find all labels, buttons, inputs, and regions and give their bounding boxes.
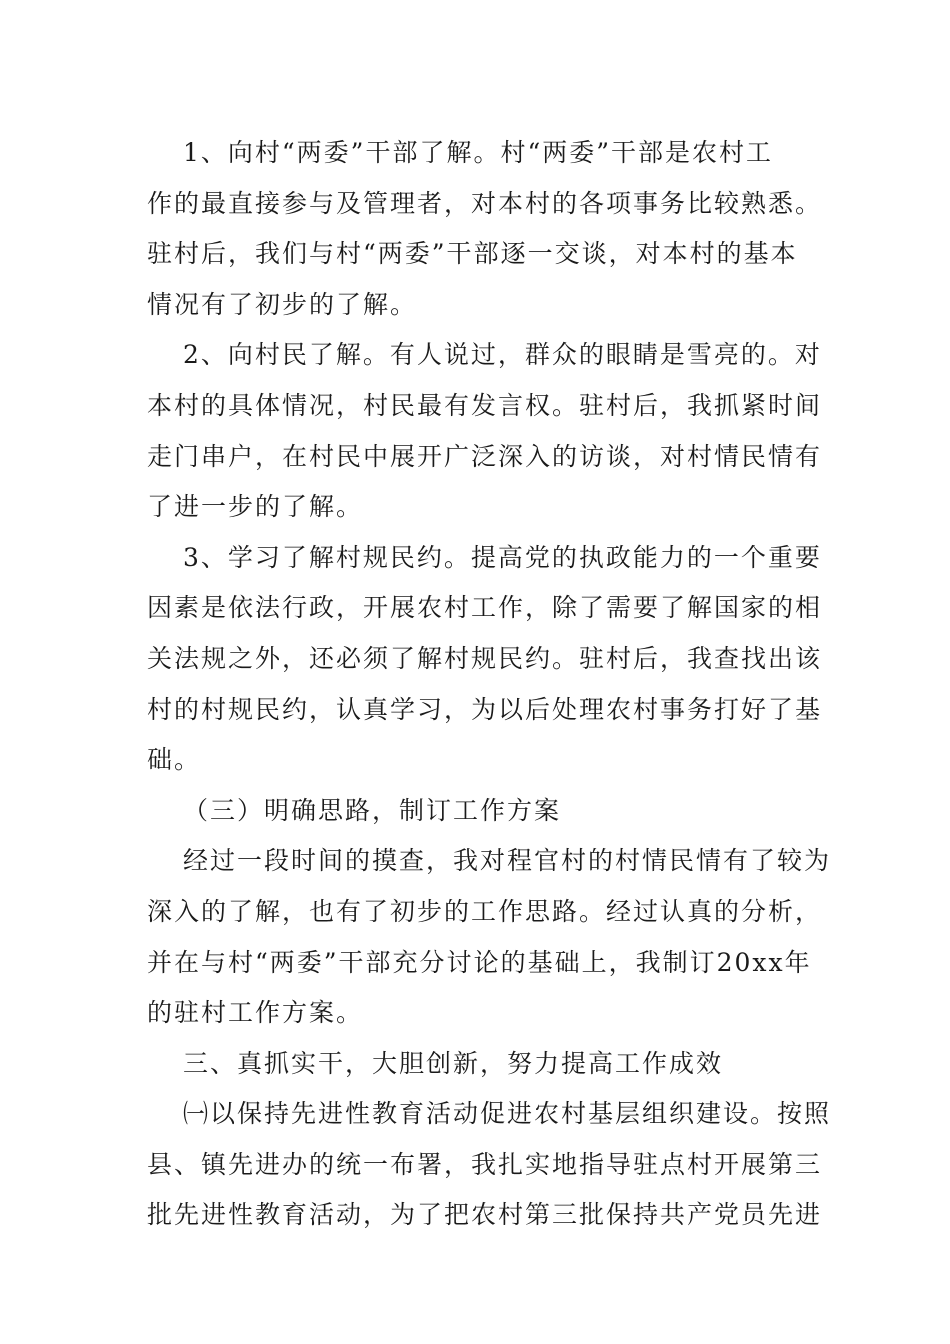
paragraph-line: 本村的具体情况，村民最有发言权。驻村后，我抓紧时间 <box>147 390 823 420</box>
paragraph-line: 关法规之外，还必须了解村规民约。驻村后，我查找出该 <box>147 643 823 673</box>
paragraph-line: 3、学习了解村规民约。提高党的执政能力的一个重要 <box>183 542 822 572</box>
paragraph-line: 础。 <box>147 745 202 775</box>
section-heading: 三、真抓实干，大胆创新，努力提高工作成效 <box>183 1048 724 1078</box>
paragraph-line: 村的村规民约，认真学习，为以后处理农村事务打好了基 <box>147 694 823 724</box>
paragraph-line: 的驻村工作方案。 <box>147 998 364 1028</box>
paragraph-line: 走门串户，在村民中展开广泛深入的访谈，对村情民情有 <box>147 441 823 471</box>
paragraph-line: 并在与村“两委”干部充分讨论的基础上，我制订20xx年 <box>147 947 812 977</box>
paragraph-line: ㈠以保持先进性教育活动促进农村基层组织建设。按照 <box>183 1099 832 1129</box>
document-body <box>147 128 832 1241</box>
paragraph-line: 2、向村民了解。有人说过，群众的眼睛是雪亮的。对 <box>183 340 822 370</box>
paragraph-line: 作的最直接参与及管理者，对本村的各项事务比较熟悉。 <box>147 188 823 218</box>
section-heading: （三）明确思路，制订工作方案 <box>183 795 562 825</box>
paragraph-line: 因素是依法行政，开展农村工作，除了需要了解国家的相 <box>147 593 823 623</box>
paragraph-line: 批先进性教育活动，为了把农村第三批保持共产党员先进 <box>147 1200 823 1230</box>
paragraph-line: 了进一步的了解。 <box>147 492 364 522</box>
paragraph-line: 驻村后，我们与村“两委”干部逐一交谈，对本村的基本 <box>147 239 798 269</box>
paragraph-line: 1、向村“两委”干部了解。村“两委”干部是农村工 <box>183 138 774 167</box>
paragraph-line: 深入的了解，也有了初步的工作思路。经过认真的分析， <box>147 896 823 926</box>
paragraph-line: 情况有了初步的了解。 <box>147 289 418 319</box>
paragraph-line: 县、镇先进办的统一布署，我扎实地指导驻点村开展第三 <box>147 1149 823 1179</box>
paragraph-line: 经过一段时间的摸查，我对程官村的村情民情有了较为 <box>183 846 832 876</box>
